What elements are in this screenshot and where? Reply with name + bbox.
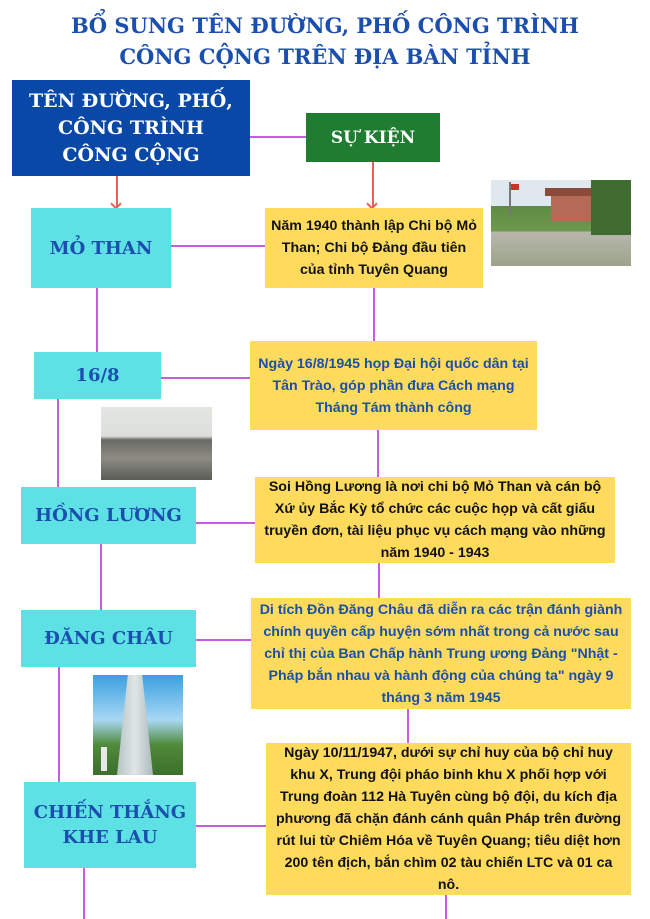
names-heading-text: TÊN ĐƯỜNG, PHỐ, CÔNG TRÌNH CÔNG CỘNG (29, 89, 233, 166)
title-line-2: CÔNG CỘNG TRÊN ĐỊA BÀN TỈNH (119, 44, 531, 69)
connector (171, 245, 265, 247)
connector (377, 430, 379, 477)
connector (378, 563, 380, 598)
place-box-dang-chau (21, 610, 196, 667)
connector (96, 288, 98, 352)
events-heading-text: SỰ KIỆN (330, 127, 416, 148)
event-text: Ngày 16/8/1945 họp Đại hội quốc dân tại Tân Trào, góp phần đưa Cách mạng Tháng Tám thành công (258, 355, 529, 416)
place-name: CHIẾN THẮNG KHE LAU (33, 802, 187, 848)
connector (373, 288, 375, 341)
historic-field-photo (101, 407, 212, 480)
page-title (0, 10, 650, 72)
event-box-mo-than (265, 208, 483, 288)
connector (83, 868, 85, 919)
connector (57, 399, 59, 487)
event-box-khe-lau (266, 743, 631, 895)
event-text: Ngày 10/11/1947, dưới sự chỉ huy của bộ chỉ huy khu X, Trung đội pháo binh khu X phối hợp với Trung đoàn 112 Hà Tuyên cùng bộ đội, du kích địa phương đã chặn đánh cánh quân Pháp trên đường rút lui từ Chiêm Hóa về Tuyên Quang; tiêu diệt hơn 200 tên địch, bắn chìm 02 tàu chiến LTC và 01 ca nô. (276, 745, 621, 893)
place-name: 16/8 (75, 365, 120, 386)
connector (407, 709, 409, 743)
event-text: Năm 1940 thành lập Chi bộ Mỏ Than; Chi bộ Đảng đầu tiên của tỉnh Tuyên Quang (271, 218, 477, 278)
event-box-hong-luong (255, 477, 615, 563)
event-text: Soi Hồng Lương là nơi chi bộ Mỏ Than và cán bộ Xứ ủy Bắc Kỳ tổ chức các cuộc họp và cất giấu truyền đơn, tài liệu phục vụ cách mạng vào những năm 1940 - 1943 (264, 479, 606, 561)
names-column-header (12, 80, 250, 176)
events-column-header (306, 113, 440, 162)
tree-shape (591, 180, 631, 235)
place-name: ĐĂNG CHÂU (44, 628, 173, 649)
event-box-16-8 (250, 341, 537, 430)
place-name: HỒNG LƯƠNG (35, 505, 182, 526)
connector (196, 825, 266, 827)
event-text: Di tích Đồn Đăng Châu đã diễn ra các trận đánh giành chính quyền cấp huyện sớm nhất trong cả nước sau chỉ thị của Ban Chấp hành Trung ương Đảng "Nhật - Pháp bắn nhau và hành động của chúng ta" ngày 9 tháng 3 năm 1945 (259, 601, 623, 706)
place-box-hong-luong (21, 487, 196, 544)
connector (250, 136, 306, 138)
memorial-site-photo (491, 180, 631, 266)
connector (161, 377, 250, 379)
monument-shape (117, 675, 153, 775)
connector (58, 667, 60, 782)
pagoda-shape (551, 192, 591, 222)
flag-icon (511, 184, 519, 190)
place-name: MỎ THAN (49, 237, 153, 259)
victory-monument-photo (93, 675, 183, 775)
place-box-mo-than (31, 208, 171, 288)
arrow-down-icon (116, 176, 118, 207)
connector (196, 639, 251, 641)
arrow-down-icon (372, 162, 374, 207)
place-box-khe-lau (24, 782, 196, 868)
event-box-dang-chau (251, 598, 631, 709)
person-shape (101, 747, 107, 771)
connector (100, 544, 102, 610)
roof-shape (545, 188, 597, 196)
title-line-1: BỔ SUNG TÊN ĐƯỜNG, PHỐ CÔNG TRÌNH (71, 13, 579, 38)
place-box-16-8 (34, 352, 161, 399)
connector (196, 522, 255, 524)
connector (445, 895, 447, 919)
